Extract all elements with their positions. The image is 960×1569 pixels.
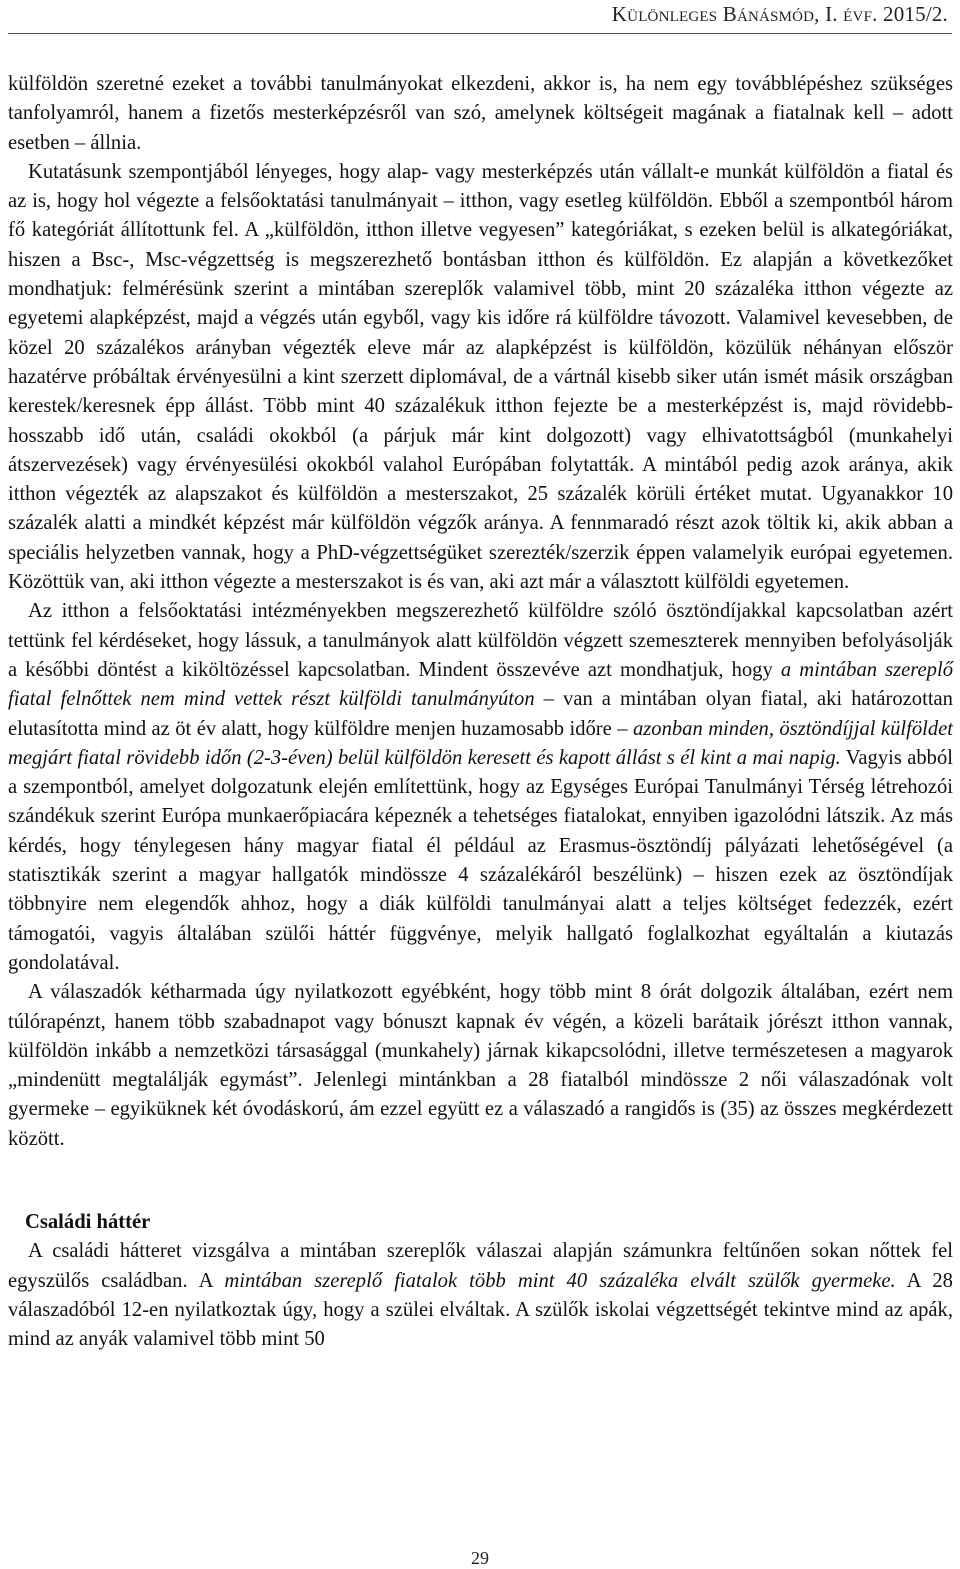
- text-run: Az itthon a felsőoktatási intézményekben megszerezhető külföldre szóló ösztöndíjakkal kapcsolatban azért tettünk fel kérdéseket, hogy lássuk, a tanulmányok alatt külföldön végzett szemeszterek mennyiben befolyásolják a későbbi döntést a kiköltözéssel kapcsolatban. Mindent összevéve azt mondhatjuk, hogy: [8, 600, 953, 681]
- text-run: Vagyis abból a szempontból, amelyet dolgozatunk elején említettünk, hogy az Egységes Európai Tanulmányi Térség létrehozói szándékuk szerint Európa munkaerőpiacára képeznék a tehetséges fiatalokat, ennyiben igazolódni látszik. Az más kérdés, hogy ténylegesen hány magyar fiatal él például az Erasmus-ösztöndíj pályázati lehetőségével (a statisztikák szerint a magyar hallgatók mindössze 4 százalékáról beszélünk) – hiszen ezek az ösztöndíjak többnyire nem elegendők ahhoz, hogy a diák külföldi tanulmányai alatt a teljes költséget fedezzék, ezért támogatói, vagyis általában szülői háttér függvénye, melyik hallgató foglalkozhat egyáltalán a kiutazás gondolatával.: [8, 746, 953, 974]
- text-run: A családi hátteret vizsgálva a mintában szereplők válaszai alapján számunkra feltűnően sokan nőttek fel egyszülős családban. A: [8, 1240, 953, 1292]
- text-run: A 28 válaszadóból 12-en nyilatkoztak úgy, hogy a szülei elváltak. A szülők iskolai végzettségét tekintve mind az apák, mind az anyák valamivel több mint 50: [8, 1269, 953, 1351]
- italic-emphasis: a mintában szereplő fiatal felnőttek nem mind vettek részt külföldi tanulmányúton: [8, 658, 953, 711]
- section-gap: [8, 1154, 953, 1208]
- page-number: 29: [471, 1548, 489, 1568]
- italic-emphasis: mintában szereplő fiatalok több mint 40 százaléka elvált szülők gyermeke.: [224, 1269, 896, 1292]
- italic-emphasis: azonban minden, ösztöndíjjal külföldet megjárt fiatal rövidebb időn (2-3-éven) belül külföldön keresett és kapott állást s él kint a mai napig.: [8, 717, 953, 769]
- paragraph-respondents: [8, 978, 953, 1154]
- section-heading: Családi háttér: [25, 1210, 151, 1233]
- paragraph-study-location: [8, 158, 953, 597]
- paragraph-continued: [8, 70, 953, 158]
- paragraph-family-background: [8, 1237, 953, 1354]
- text-run: külföldön szeretné ezeket a további tanulmányokat elkezdeni, akkor is, ha nem egy továbblépéshez szükséges tanfolyamról, hanem a fizetős mesterképzésről van szó, amelynek költségeit magának a fiatalnak kell – adott esetben – állnia.: [8, 73, 953, 154]
- header-rule: [8, 33, 952, 34]
- text-run: Kutatásunk szempontjából lényeges, hogy alap- vagy mesterképzés után vállalt-e munkát külföldön a fiatal és az is, hogy hol végezte a felsőoktatási tanulmányait – itthon, vagy esetleg külföldön. Ebből a szempontból három fő kategóriát állítottunk fel. A „külföldön, itthon illetve vegyesen” kategóriákat, s ezeken belül is alkategóriákat, hiszen a Bsc-, Msc-végzettség is megszerezhető bontásban itthon és külföldön. Ez alapján a következőket mondhatjuk: felmérésünk szerint a mintában szereplők valamivel több, mint 20 százaléka itthon végezte az egyetemi alapképzést, majd a végzés után egyből, vagy kis időre rá külföldre távozott. Valamivel kevesebben, de közel 20 százalékos arányban végezték eleve már az alapképzést is külföldön, közülük néhányan először hazatérve próbáltak érvényesülni a kint szerzett diplomával, de a vártnál kisebb siker után ismét másik országban kerestek/keresnek épp állást. Több mint 40 százalékuk itthon fejezte be a mesterképzést is, majd rövidebb-hosszabb idő után, családi okokból (a párjuk már kint dolgozott) vagy elhivatottságból (munkahelyi átszervezések) vagy érvényesülési okokból valahol Európában folytatták. A mintából pedig azok aránya, akik itthon végezték az alapszakot és külföldön a mesterszakot, 25 százalék körüli értéket mutat. Ugyanakkor 10 százalék alatti a mindkét képzést már külföldön végzők aránya. A fennmaradó részt azok töltik ki, akik abban a speciális helyzetben vannak, hogy a PhD-végzettségüket szerezték/szerzik éppen valamelyik európai egyetemen. Közöttük van, aki itthon végezte a mesterszakot is és van, aki azt már a választott külföldi egyetemen.: [8, 160, 953, 594]
- text-run: A válaszadók kétharmada úgy nyilatkozott egyébként, hogy több mint 8 órát dolgozik általában, ezért nem túlórapénzt, hanem több szabadnapot vagy bónuszt kapnak év végén, a közeli barátaik jórészt itthon vannak, külföldön inkább a nemzetközi társasággal (munkahely) járnak kikapcsolódni, illetve természetesen a magyarok „mindenütt megtalálják egymást”. Jelenlegi mintánkban a 28 fiatalból mindössze 2 női válaszadónak volt gyermeke – egyiküknek két óvodáskorú, ám ezzel együtt ez a válaszadó a rangidős is (35) az összes megkérdezett között.: [8, 981, 953, 1150]
- running-header: Különleges Bánásmód, I. évf. 2015/2.: [611, 2, 948, 26]
- page-body: [8, 70, 953, 1354]
- paragraph-scholarships: [8, 597, 953, 978]
- text-run: – van a mintában olyan fiatal, aki határozottan elutasította mind az öt év alatt, hogy külföldre menjen huzamosabb időre –: [8, 688, 953, 740]
